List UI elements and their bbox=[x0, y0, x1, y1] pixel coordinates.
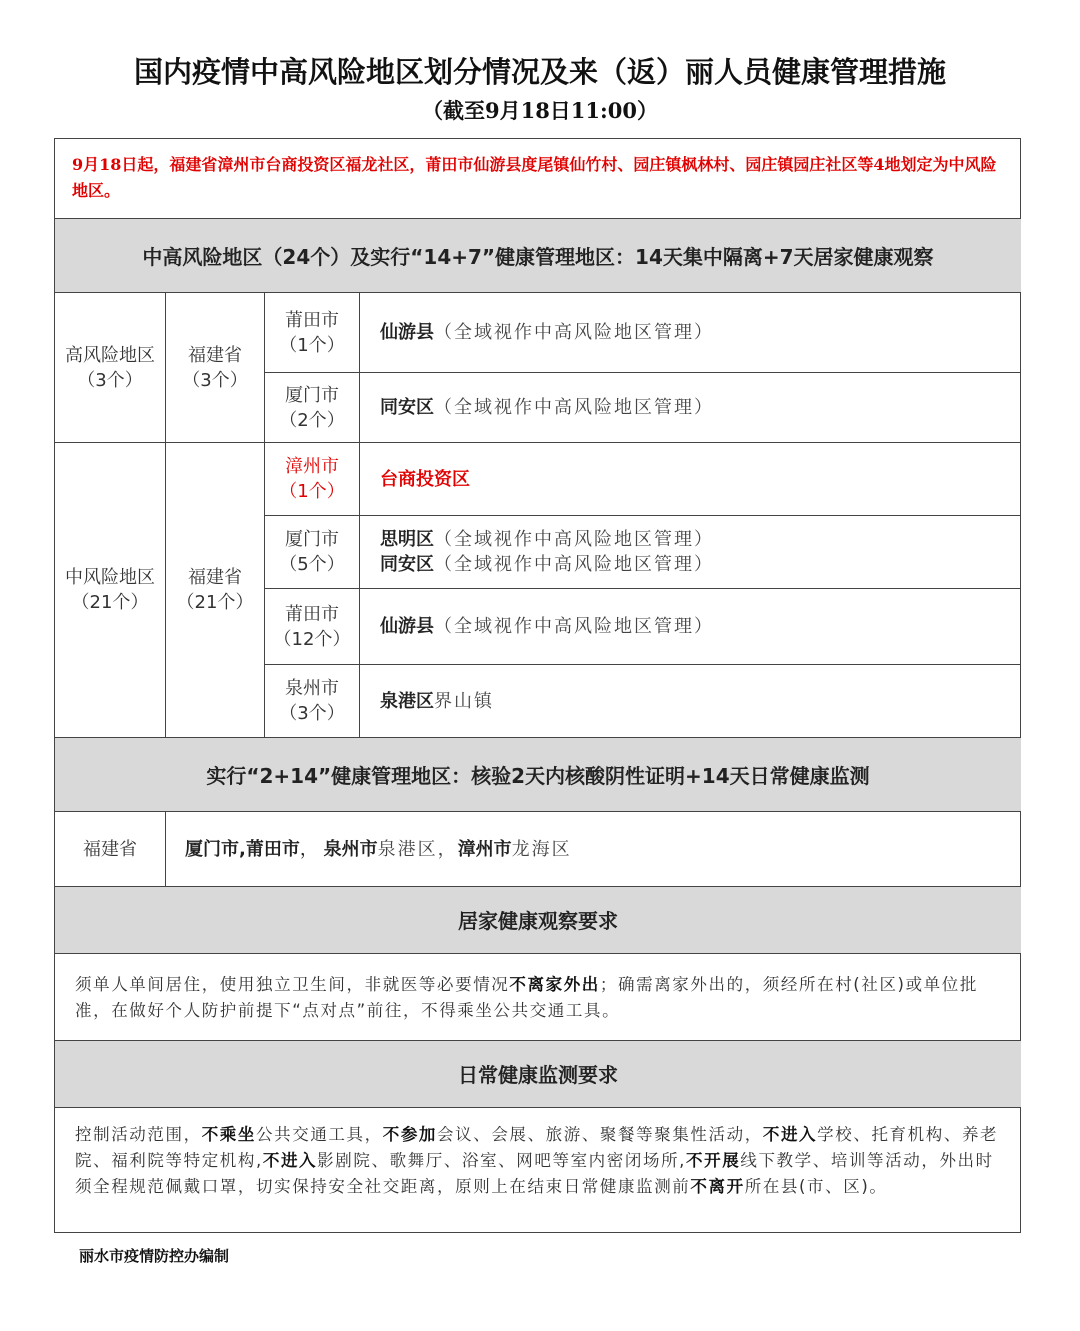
medium-risk-count: （21个） bbox=[71, 592, 149, 613]
area-name: 泉港区 bbox=[380, 690, 434, 712]
area-quanzhou-note: 泉港区， bbox=[377, 838, 458, 860]
emphasis: 不参加 bbox=[382, 1125, 438, 1144]
medium-risk-label: 中风险地区 bbox=[65, 567, 155, 588]
area-name: 台商投资区 bbox=[380, 468, 470, 490]
emphasis: 不进入 bbox=[762, 1125, 818, 1144]
text-part: 须单人单间居住，使用独立卫生间，非就医等必要情况 bbox=[75, 975, 510, 994]
section2-header: 实行“2+14”健康管理地区：核验2天内核酸阴性证明+14天日常健康监测 bbox=[206, 763, 870, 788]
section1-header: 中高风险地区（24个）及实行“14+7”健康管理地区：14天集中隔离+7天居家健康观察 bbox=[142, 244, 934, 269]
area-note: （全域视作中高风险地区管理） bbox=[434, 554, 714, 575]
area-note: （全域视作中高风险地区管理） bbox=[434, 529, 714, 550]
emphasis: 不开展 bbox=[686, 1151, 741, 1170]
city-count: （2个） bbox=[279, 409, 345, 431]
high-risk-province bbox=[166, 293, 264, 442]
text-part: 线下教学、培训等活动，外出时须全程规范佩戴口罩，切实保持安全社交距离，原则上在结束日常健康监测前 bbox=[75, 1151, 994, 1196]
area-putian-high bbox=[380, 293, 714, 372]
area-zhangzhou bbox=[380, 443, 470, 515]
area-putian: 莆田市 bbox=[245, 838, 300, 860]
city-putian-high bbox=[265, 293, 359, 372]
separator: ， bbox=[299, 838, 318, 860]
text-part: 所在县(市、区)。 bbox=[744, 1177, 888, 1196]
emphasis: 不离开 bbox=[690, 1177, 745, 1196]
medium-risk-level bbox=[55, 443, 165, 737]
area-note: （全域视作中高风险地区管理） bbox=[434, 397, 714, 418]
emphasis: 不离家外出 bbox=[509, 975, 600, 994]
city-name: 莆田市 bbox=[285, 603, 339, 625]
city-count: （1个） bbox=[279, 481, 345, 502]
section4-header: 日常健康监测要求 bbox=[458, 1063, 618, 1087]
page-subtitle: （截至9月18日11:00） bbox=[421, 98, 659, 123]
text-part: ；确需离家外出的，须经所在村(社区)或单位批准，在做好个人防护前提下“点对点”前往，不得乘坐公共交通工具。 bbox=[75, 975, 978, 1020]
text-part: 学校、托育机构、养老院、福利院等特定机构, bbox=[75, 1125, 999, 1170]
city-count: （1个） bbox=[279, 334, 345, 356]
city-zhangzhou bbox=[265, 443, 359, 515]
high-risk-label: 高风险地区 bbox=[65, 344, 155, 366]
page-title: 国内疫情中高风险地区划分情况及来（返）丽人员健康管理措施 bbox=[133, 55, 946, 89]
section2-province: 福建省 bbox=[83, 838, 137, 860]
emphasis: 不进入 bbox=[262, 1151, 318, 1170]
area-name: 仙游县 bbox=[380, 322, 434, 343]
city-count: （12个） bbox=[273, 628, 351, 650]
high-risk-count: （3个） bbox=[77, 369, 143, 391]
footer-credit: 丽水市疫情防控办编制 bbox=[79, 1247, 230, 1265]
alert-notice: 9月18日起，福建省漳州市台商投资区福龙社区，莆田市仙游县度尾镇仙竹村、园庄镇枫林村、园庄镇园庄社区等4地划定为中风险地区。 bbox=[72, 155, 997, 200]
city-putian-medium bbox=[265, 589, 359, 664]
area-name: 同安区 bbox=[380, 397, 434, 418]
medium-risk-province bbox=[166, 443, 264, 737]
text-part: 公共交通工具， bbox=[256, 1125, 383, 1144]
area-note: （全域视作中高风险地区管理） bbox=[434, 322, 714, 343]
area-putian-medium bbox=[380, 589, 714, 664]
area-xiamen-high bbox=[380, 373, 714, 442]
area-note: （全域视作中高风险地区管理） bbox=[434, 616, 714, 637]
daily-monitoring-text bbox=[75, 1122, 1005, 1200]
area-name: 同安区 bbox=[380, 554, 434, 575]
city-name: 漳州市 bbox=[285, 456, 339, 477]
city-quanzhou bbox=[265, 665, 359, 737]
province-count: （3个） bbox=[182, 369, 248, 391]
city-name: 泉州市 bbox=[285, 678, 339, 699]
area-note: 界山镇 bbox=[434, 690, 494, 712]
area-quanzhou: 泉州市 bbox=[323, 838, 378, 860]
home-observation-text bbox=[75, 972, 1005, 1024]
city-name: 厦门市 bbox=[285, 384, 339, 406]
section2-areas bbox=[185, 812, 572, 886]
section3-header: 居家健康观察要求 bbox=[458, 909, 618, 933]
text-part: 影剧院、歌舞厅、浴室、网吧等室内密闭场所, bbox=[317, 1151, 687, 1170]
province-count: （21个） bbox=[176, 592, 254, 613]
text-part: 会议、会展、旅游、聚餐等聚集性活动， bbox=[437, 1125, 763, 1144]
area-xiamen-medium bbox=[380, 516, 714, 588]
province-name: 福建省 bbox=[188, 567, 242, 588]
city-count: （3个） bbox=[279, 703, 345, 724]
city-xiamen-high bbox=[265, 373, 359, 442]
area-zhangzhou: 漳州市 bbox=[457, 838, 512, 860]
area-name: 思明区 bbox=[380, 529, 434, 550]
high-risk-level bbox=[55, 293, 165, 442]
area-name: 仙游县 bbox=[380, 616, 434, 637]
area-zhangzhou-note: 龙海区 bbox=[511, 838, 572, 860]
text-part: 控制活动范围， bbox=[75, 1125, 202, 1144]
city-count: （5个） bbox=[279, 554, 345, 575]
province-name: 福建省 bbox=[188, 344, 242, 366]
area-xiamen: 厦门市 bbox=[185, 838, 239, 860]
separator: , bbox=[239, 838, 246, 860]
city-name: 莆田市 bbox=[285, 309, 339, 331]
city-xiamen-medium bbox=[265, 516, 359, 588]
city-name: 厦门市 bbox=[285, 529, 339, 550]
emphasis: 不乘坐 bbox=[201, 1125, 257, 1144]
area-quanzhou bbox=[380, 665, 494, 737]
